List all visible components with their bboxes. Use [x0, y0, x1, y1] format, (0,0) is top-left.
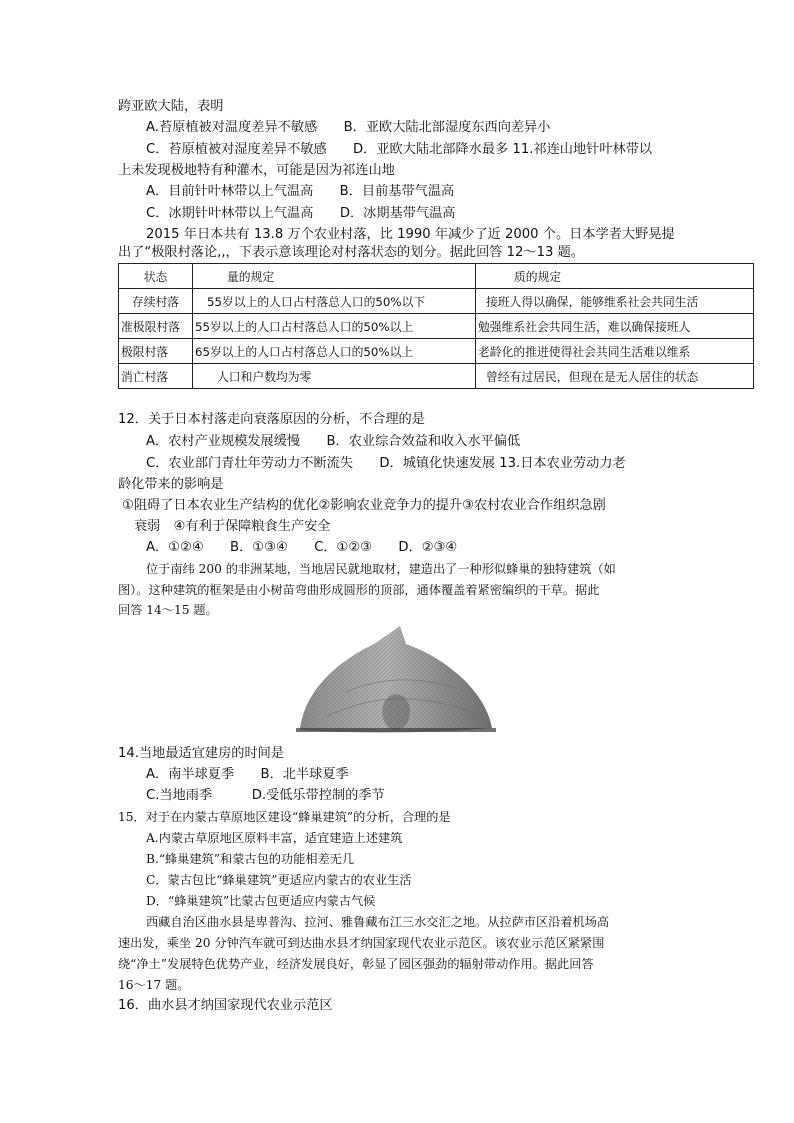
question-12-options: A．农村产业规模发展缓慢 B．农业综合效益和收入水平偏低 — [146, 434, 521, 449]
village-status-table — [118, 263, 754, 389]
question-15-option: B.“蜂巢建筑”和蒙古包的功能相差无几 — [146, 852, 355, 866]
text-line: 上未发现极地特有种灌木，可能是因为祁连山地 — [118, 163, 395, 178]
text-line: A.苔原植被对温度差异不敏感 B．亚欧大陆北部湿度东西向差异小 — [146, 120, 551, 135]
question-13-statements: ①阻碍了日本农业生产结构的优化②影响农业竞争力的提升③农村农业合作组织急剧 — [122, 498, 606, 513]
question-15-option: C．蒙古包比“蜂巢建筑”更适应内蒙古的农业生活 — [146, 873, 412, 887]
passage-line: 位于南纬 200 的非洲某地，当地居民就地取材，建造出了一种形似蜂巢的独特建筑（如 — [146, 562, 616, 576]
table-header: 状态 — [119, 264, 193, 289]
table-cell: 55岁以上的人口占村落总人口的50%以上 — [193, 314, 476, 339]
text-line: 跨亚欧大陆，表明 — [118, 99, 224, 114]
passage-line: 西藏自治区曲水县是卑普沟、拉河、雅鲁藏布江三水交汇之地。从拉萨市区沿着机场高 — [146, 915, 610, 929]
passage-line: 速出发，乘坐 20 分钟汽车就可到达曲水县才纳国家现代农业示范区。该农业示范区紧紧围 — [118, 936, 605, 950]
table-cell: 接班人得以确保，能够维系社会共同生活 — [476, 289, 754, 314]
question-15: 15．对于在内蒙古草原地区建设“蜂巢建筑”的分析，合理的是 — [118, 810, 451, 824]
table-cell: 65岁以上的人口占村落总人口的50%以上 — [193, 339, 476, 364]
passage-line: 16～17 题。 — [118, 978, 190, 992]
text-line: A．目前针叶林带以上气温高 B．目前基带气温高 — [146, 184, 455, 199]
text-line: 2015 年日本共有 13.8 万个农业村落，比 1990 年减少了近 2000 个。日本学者大野晃提 — [146, 227, 675, 242]
question-14-options: C.当地雨季 D.受低乐带控制的季节 — [146, 788, 385, 803]
table-cell: 极限村落 — [119, 339, 193, 364]
question-13-statements: 衰弱 ④有利于保障粮食生产安全 — [134, 519, 331, 534]
question-14-options: A．南半球夏季 B．北半球夏季 — [146, 767, 349, 782]
table-cell: 曾经有过居民，但现在是无人居住的状态 — [476, 364, 754, 389]
question-16: 16．曲水县才纳国家现代农业示范区 — [118, 998, 333, 1013]
table-cell: 消亡村落 — [119, 364, 193, 389]
text-line: C．冰期针叶林带以上气温高 D．冰期基带气温高 — [146, 206, 456, 221]
table-cell: 55岁以上的人口占村落总人口的50%以下 — [193, 289, 476, 314]
question-13-options: A．①②④ B．①③④ C．①②③ D．②③④ — [146, 540, 458, 555]
question-12-options: C．农业部门青壮年劳动力不断流失 D．城镇化快速发展 13.日本农业劳动力老 — [146, 456, 626, 471]
passage-line: 回答 14～15 题。 — [118, 603, 218, 617]
passage-line: 绕“净土”发展特色优势产业，经济发展良好，彰显了园区强劲的辐射带动作用。据此回答 — [118, 957, 594, 971]
table-header: 质的规定 — [476, 264, 754, 289]
table-header: 量的规定 — [193, 264, 476, 289]
question-14: 14.当地最适宜建房的时间是 — [118, 746, 285, 761]
table-cell: 人口和户数均为零 — [193, 364, 476, 389]
table-cell: 存续村落 — [119, 289, 193, 314]
question-15-option: A.内蒙古草原地区原料丰富，适宜建造上述建筑 — [146, 831, 403, 845]
passage-line: 图）。这种建筑的框架是由小树苗弯曲形成圆形的顶部，通体覆盖着紧密编织的干草。据此 — [118, 583, 600, 597]
table-cell: 准极限村落 — [119, 314, 193, 339]
question-12: 12．关于日本村落走向衰落原因的分析，不合理的是 — [118, 412, 425, 427]
beehive-hut-photo — [296, 622, 496, 734]
table-cell: 勉强维系社会共同生活，难以确保接班人 — [476, 314, 754, 339]
text-line: 出了“极限村落论,,，下表示意该理论对村落状态的划分。据此回答 12～13 题。 — [118, 245, 584, 260]
question-15-option: D．“蜂巢建筑”比蒙古包更适应内蒙古气候 — [146, 894, 376, 908]
text-line: C．苔原植被对湿度差异不敏感 D．亚欧大陆北部降水最多 11.祁连山地针叶林带以 — [146, 142, 653, 157]
table-cell: 老龄化的推进使得社会共同生活难以维系 — [476, 339, 754, 364]
question-13: 龄化带来的影响是 — [118, 477, 224, 492]
